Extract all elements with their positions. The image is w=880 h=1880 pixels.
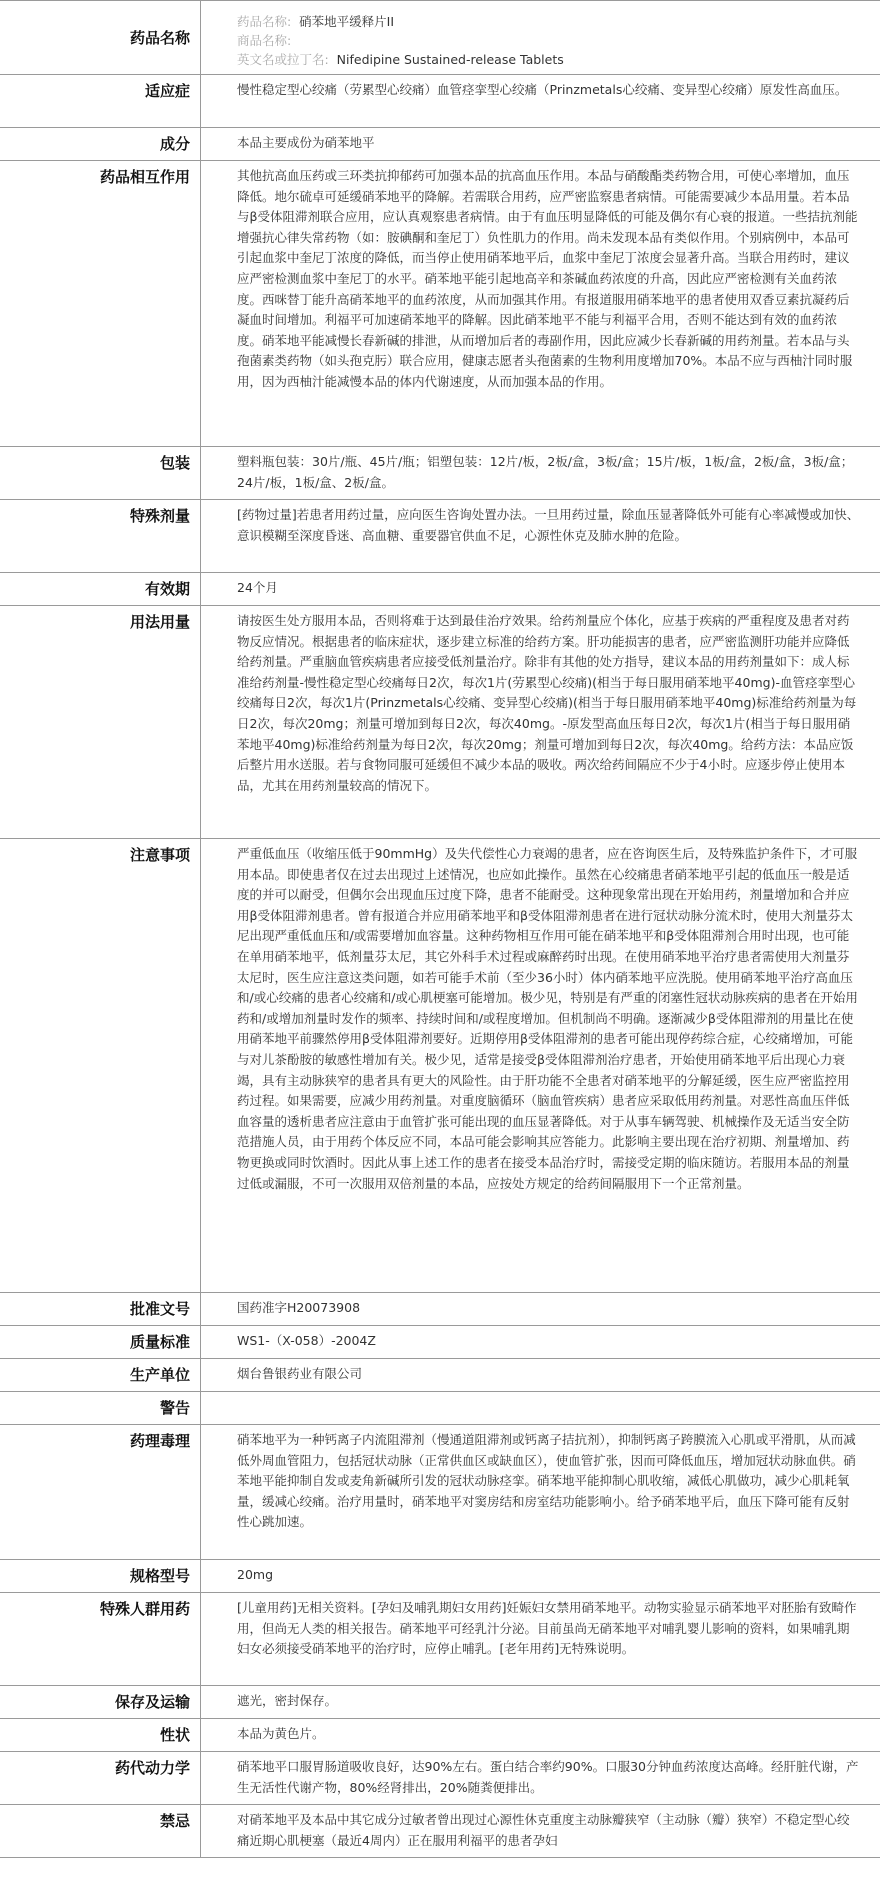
- content-approval: 国药准字H20073908: [201, 1293, 880, 1326]
- label-ingredient: 成分: [0, 128, 201, 161]
- label-contraindication: 禁忌: [0, 1805, 201, 1858]
- row-special-groups: [0, 1593, 880, 1686]
- generic-name-value: 硝苯地平缓释片II: [299, 14, 395, 29]
- content-interaction: 其他抗高血压药或三环类抗抑郁药可加强本品的抗高血压作用。本品与硝酸酯类药物合用，可使心率增加，血压降低。地尔硫卓可延缓硝苯地平的降解。若需联合用药，应严密监察患者病情。可能需要减少本品用量。若本品与β受体阻滞剂联合应用，应认真观察患者病情。由于有血压明显降低的可能及偶尔有心衰的报道。一些拮抗剂能增强抗心律失常药物（如：胺碘酮和奎尼丁）负性肌力的作用。尚未发现本品有类似作用。个别病例中，本品可引起血浆中奎尼丁浓度的降低，而当停止使用硝苯地平后，血浆中奎尼丁浓度会显著升高。当联合用药时，建议应严密检测血浆中奎尼丁的水平。硝苯地平能引起地高辛和茶碱血药浓度的升高，因此应严密检测有关血药浓度。西咪替丁能升高硝苯地平的血药浓度，从而加强其作用。有报道服用硝苯地平的患者使用双香豆素抗凝药后凝血时间增加。利福平可加速硝苯地平的降解。因此硝苯地平不能与利福平合用，否则不能达到有效的血药浓度。硝苯地平能减慢长春新碱的排泄，从而增加后者的毒副作用，因此应减少长春新碱的用药剂量。若本品与头孢菌素类药物（如头孢克肟）联合应用，健康志愿者头孢菌素的生物利用度增加70%。本品不应与西柚汁同时服用，因为西柚汁能减慢本品的体内代谢速度，从而加强本品的作用。: [201, 161, 880, 447]
- row-package: [0, 447, 880, 500]
- trade-name-label: 商品名称:: [237, 33, 292, 48]
- label-drug-name: 药品名称: [0, 1, 201, 75]
- generic-name-label: 药品名称:: [237, 14, 292, 29]
- label-indication: 适应症: [0, 75, 201, 128]
- content-package: 塑料瓶包装：30片/瓶、45片/瓶；铝塑包装：12片/板，2板/盒，3板/盒；15片/板，1板/盒，2板/盒，3板/盒；24片/板，1板/盒、2板/盒。: [201, 447, 880, 500]
- label-warning: 警告: [0, 1392, 201, 1425]
- content-dosage: 请按医生处方服用本品，否则将难于达到最佳治疗效果。给药剂量应个体化，应基于疾病的严重程度及患者对药物反应情况。根据患者的临床症状，逐步建立标准的给药方案。肝功能损害的患者，应严密监测肝功能并应降低给药剂量。严重脑血管疾病患者应接受低剂量治疗。除非有其他的处方指导，建议本品的用药剂量如下：成人标准给药剂量-慢性稳定型心绞痛每日2次，每次1片(劳累型心绞痛)(相当于每日服用硝苯地平40mg)-血管痉挛型心绞痛每日2次，每次1片(Prinzmetals心绞痛、变异型心绞痛)(相当于每日服用硝苯地平40mg)标准给药剂量为每日2次，每次20mg；剂量可增加到每日2次，每次40mg。-原发型高血压每日2次，每次1片(相当于每日服用硝苯地平40mg)标准给药剂量为每日2次，每次20mg；剂量可增加到每日2次，每次40mg。给药方法：本品应饭后整片用水送服。若与食物同服可延缓但不减少本品的吸收。两次给药间隔应不少于4小时。应逐步停止使用本品，尤其在用药剂量较高的情况下。: [201, 606, 880, 839]
- label-overdose: 特殊剂量: [0, 500, 201, 573]
- row-ingredient: [0, 128, 880, 161]
- content-drug-name: [201, 1, 880, 75]
- row-precautions: [0, 839, 880, 1293]
- row-storage: [0, 1686, 880, 1719]
- content-storage: 遮光，密封保存。: [201, 1686, 880, 1719]
- generic-name-line: [237, 12, 860, 31]
- content-manufacturer: 烟台鲁银药业有限公司: [201, 1359, 880, 1392]
- label-appearance: 性状: [0, 1719, 201, 1752]
- row-indication: [0, 75, 880, 128]
- row-approval: [0, 1293, 880, 1326]
- row-interaction: [0, 161, 880, 447]
- label-validity: 有效期: [0, 573, 201, 606]
- label-approval: 批准文号: [0, 1293, 201, 1326]
- label-interaction: 药品相互作用: [0, 161, 201, 447]
- label-package: 包装: [0, 447, 201, 500]
- row-manufacturer: [0, 1359, 880, 1392]
- content-special-groups: [儿童用药]无相关资料。[孕妇及哺乳期妇女用药]妊娠妇女禁用硝苯地平。动物实验显示硝苯地平对胚胎有致畸作用，但尚无人类的相关报告。硝苯地平可经乳汁分泌。目前虽尚无硝苯地平对哺乳婴儿影响的资料，如果哺乳期妇女必须接受硝苯地平的治疗时，应停止哺乳。[老年用药]无特殊说明。: [201, 1593, 880, 1686]
- row-overdose: [0, 500, 880, 573]
- content-validity: 24个月: [201, 573, 880, 606]
- label-pharmacology: 药理毒理: [0, 1425, 201, 1560]
- row-warning: [0, 1392, 880, 1425]
- row-pharmacology: [0, 1425, 880, 1560]
- content-appearance: 本品为黄色片。: [201, 1719, 880, 1752]
- english-name-line: [237, 50, 860, 69]
- label-dosage: 用法用量: [0, 606, 201, 839]
- english-name-label: 英文名或拉丁名:: [237, 52, 329, 67]
- label-precautions: 注意事项: [0, 839, 201, 1293]
- content-pharmacokinetics: 硝苯地平口服胃肠道吸收良好，达90%左右。蛋白结合率约90%。口服30分钟血药浓度达高峰。经肝脏代谢，产生无活性代谢产物，80%经肾排出，20%随粪便排出。: [201, 1752, 880, 1805]
- content-standard: WS1-（X-058）-2004Z: [201, 1326, 880, 1359]
- row-appearance: [0, 1719, 880, 1752]
- row-contraindication: [0, 1805, 880, 1858]
- row-pharmacokinetics: [0, 1752, 880, 1805]
- label-pharmacokinetics: 药代动力学: [0, 1752, 201, 1805]
- trade-name-line: [237, 31, 860, 50]
- english-name-value: Nifedipine Sustained-release Tablets: [336, 52, 564, 67]
- label-manufacturer: 生产单位: [0, 1359, 201, 1392]
- row-validity: [0, 573, 880, 606]
- content-pharmacology: 硝苯地平为一种钙离子内流阻滞剂（慢通道阻滞剂或钙离子拮抗剂），抑制钙离子跨膜流入心肌或平滑肌，从而减低外周血管阻力，包括冠状动脉（正常供血区或缺血区），使血管扩张，因而可降低血压，增加冠状动脉血供。硝苯地平能抑制自发或麦角新碱所引发的冠状动脉痉挛。硝苯地平能抑制心肌收缩，减低心肌做功，减少心肌耗氧量，缓减心绞痛。治疗用量时，硝苯地平对窦房结和房室结功能影响小。给予硝苯地平后，血压下降可能有反射性心跳加速。: [201, 1425, 880, 1560]
- label-storage: 保存及运输: [0, 1686, 201, 1719]
- label-special-groups: 特殊人群用药: [0, 1593, 201, 1686]
- row-dosage: [0, 606, 880, 839]
- content-indication: 慢性稳定型心绞痛（劳累型心绞痛）血管痉挛型心绞痛（Prinzmetals心绞痛、变异型心绞痛）原发性高血压。: [201, 75, 880, 128]
- row-standard: [0, 1326, 880, 1359]
- content-overdose: [药物过量]若患者用药过量，应向医生咨询处置办法。一旦用药过量，除血压显著降低外可能有心率减慢或加快、意识模糊至深度昏迷、高血糖、重要器官供血不足，心源性休克及肺水肿的危险。: [201, 500, 880, 573]
- label-spec: 规格型号: [0, 1560, 201, 1593]
- row-spec: [0, 1560, 880, 1593]
- content-contraindication: 对硝苯地平及本品中其它成分过敏者曾出现过心源性休克重度主动脉瓣狭窄（主动脉（瓣）狭窄）不稳定型心绞痛近期心肌梗塞（最近4周内）正在服用利福平的患者孕妇: [201, 1805, 880, 1858]
- content-warning: [201, 1392, 880, 1425]
- content-ingredient: 本品主要成份为硝苯地平: [201, 128, 880, 161]
- row-drug-name: [0, 1, 880, 75]
- content-spec: 20mg: [201, 1560, 880, 1593]
- label-standard: 质量标准: [0, 1326, 201, 1359]
- content-precautions: 严重低血压（收缩压低于90mmHg）及失代偿性心力衰竭的患者，应在咨询医生后，及特殊监护条件下，才可服用本品。即使患者仅在过去出现过上述情况，也应如此操作。虽然在心绞痛患者硝苯地平引起的低血压一般是适度的并可以耐受，但偶尔会出现血压过度下降，患者不能耐受。这种现象常出现在开始用药，剂量增加和合并应用β受体阻滞剂患者。曾有报道合并应用硝苯地平和β受体阻滞剂患者在进行冠状动脉分流术时，使用大剂量芬太尼出现严重低血压和/或需要增加血容量。这种药物相互作用可能在硝苯地平和β受体阻滞剂合用时出现，也可能在单用硝苯地平，低剂量芬太尼，其它外科手术过程或麻醉药时出现。在使用硝苯地平治疗患者需使用大剂量芬太尼时，医生应注意这类问题，如若可能手术前（至少36小时）体内硝苯地平应洗脱。使用硝苯地平治疗高血压和/或心绞痛的患者心绞痛和/或心肌梗塞可能增加。极少见，特别是有严重的闭塞性冠状动脉疾病的患者在开始用药和/或增加剂量时发作的频率、持续时间和/或程度增加。但机制尚不明确。逐渐减少β受体阻滞剂的用量比在使用硝苯地平前骤然停用β受体阻滞剂要好。近期停用β受体阻滞剂的患者可能出现停药综合症，心绞痛增加，可能与对儿茶酚胺的敏感性增加有关。极少见，适常是接受β受体阻滞剂治疗患者，开始使用硝苯地平后出现心力衰竭，具有主动脉狭窄的患者具有更大的风险性。由于肝功能不全患者对硝苯地平的分解延缓，医生应严密监控用药过程。如果需要，应减少用药剂量。对重度脑循环（脑血管疾病）患者应采取低用药剂量。对恶性高血压伴低血容量的透析患者应注意由于血管扩张可能出现的血压显著降低。对于从事车辆驾驶、机械操作及无适当安全防范措施人员，由于用药个体反应不同，本品可能会影响其应答能力。此影响主要出现在治疗初期、剂量增加、药物更换或同时饮酒时。因此从事上述工作的患者在接受本品治疗时，需接受定期的临床随访。若服用本品的剂量过低或漏服，不可一次服用双倍剂量的本品，应按处方规定的给药间隔服用下一个正常剂量。: [201, 839, 880, 1293]
